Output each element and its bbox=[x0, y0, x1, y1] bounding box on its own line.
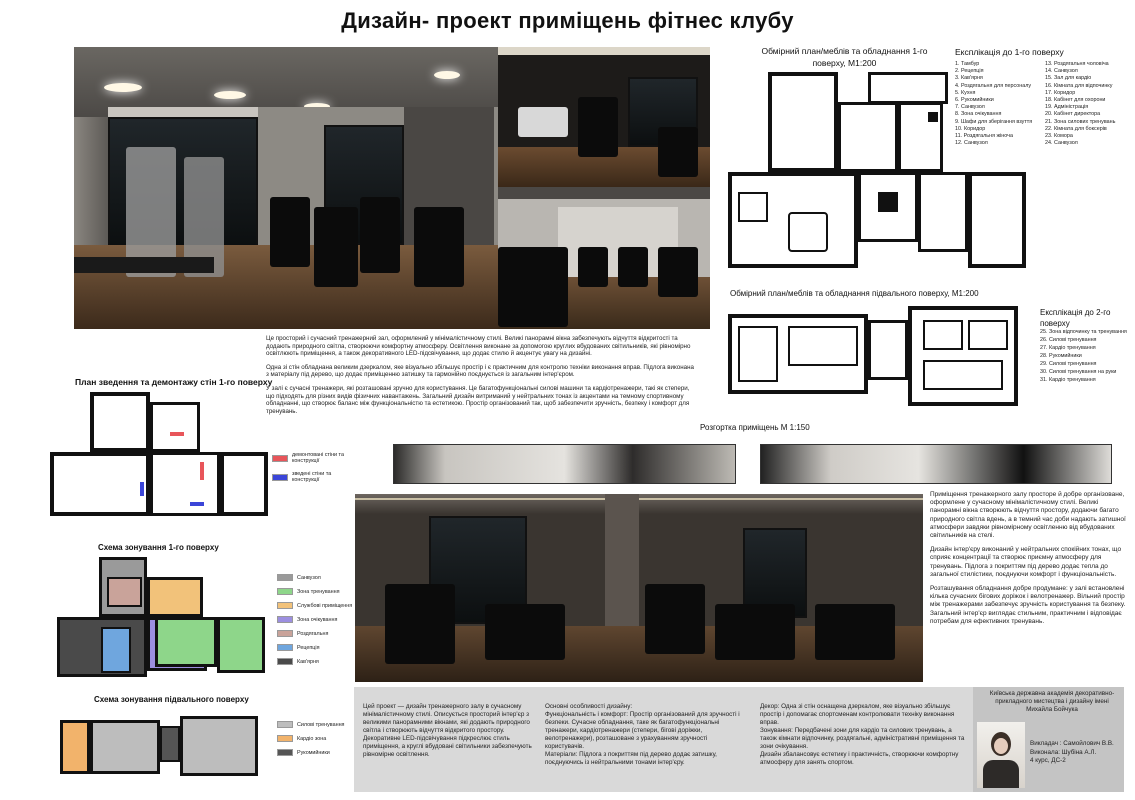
legend-swatch bbox=[277, 574, 293, 581]
page-title: Дизайн- проект приміщень фітнес клубу bbox=[341, 8, 794, 33]
elevation-strip-1 bbox=[393, 444, 736, 484]
explication2-title: Експлікація до 2-го поверху bbox=[1040, 308, 1111, 328]
description-paragraph: Це просторий і сучасний тренажерний зал, оформлений у мінімалістичному стилі. Великі панорамні вікна забезпечують відчуття відкритості та додають природного світла, створюючи комфортну атмосферу. Освітлення виконане за допомогою круглих вбудованих світильників, які рівномірно освітлюють приміщення, а також декоративного LED-підсвічування, що додає стилю й акцентує увагу на дизайні. bbox=[266, 335, 691, 358]
zoning1-title: Схема зонування 1-го поверху bbox=[98, 543, 219, 552]
razgortka-title: Розгортка приміщень М 1:150 bbox=[700, 423, 810, 432]
explication-item: 11. Роздягальня жіноча bbox=[955, 133, 1013, 140]
legend-swatch bbox=[277, 735, 293, 742]
legend-label: Службові приміщення bbox=[297, 602, 353, 609]
legend-label: зведені стіни та конструкції bbox=[292, 471, 332, 483]
legend-label: Зона тренування bbox=[297, 588, 340, 595]
author-photo bbox=[977, 722, 1025, 788]
explication-item: 7. Санвузол bbox=[955, 104, 985, 111]
explication-item: 14. Санвузол bbox=[1045, 68, 1078, 75]
student-label: Виконала: Шубіна А.Л. bbox=[1030, 748, 1097, 756]
explication-item: 28. Рукомийники bbox=[1040, 353, 1082, 359]
explication-item: 18. Кабінет для охорони bbox=[1045, 97, 1106, 104]
footer-col-2: Основні особливості дизайну: Функціональність і комфорт: Простір організований для зручності і безпеки. Сучасне обладнання, таке як багатофункціональні тренажери, кардіотренажери (степери, бігові доріжки, велотренажери), розташоване з урахуванням зручності користувачів. Матеріали: Підлога з покриттям під дерево додає затишку, поєднуючись із нейтральними тонами інтер'єру. bbox=[545, 703, 740, 766]
explication-item: 19. Адміністрація bbox=[1045, 104, 1089, 111]
explication-item: 4. Роздягальня для персоналу bbox=[955, 82, 1032, 89]
gym-render-main bbox=[74, 47, 498, 329]
zoning1-legend bbox=[277, 574, 357, 672]
legend-swatch bbox=[277, 658, 293, 665]
demolition-legend bbox=[272, 452, 352, 490]
explication-item: 12. Санвузол bbox=[955, 140, 988, 147]
legend-label: Силові тренування bbox=[297, 721, 345, 728]
gym-render-detail-2 bbox=[498, 187, 710, 329]
legend-item bbox=[277, 749, 357, 756]
legend-item bbox=[277, 644, 357, 651]
explication-item: 1. Тамбур bbox=[955, 61, 980, 67]
explication2-list bbox=[1040, 328, 1132, 384]
explication-item: 20. Кабінет директора bbox=[1045, 111, 1101, 118]
zoning1-plan bbox=[57, 557, 267, 677]
explication-item: 5. Кухня bbox=[955, 89, 976, 96]
description-paragraph: Дизайн інтер'єру виконаний у нейтральних спокійних тонах, що сприяє концентрації та створює приємну атмосферу для тренувань. Підлога з покриттям під дерево додає тепла до загальної стилістики, поєднуючи комфорт і функціональність. bbox=[930, 546, 1122, 578]
description-paragraph: У залі є сучасні тренажери, які розташовані зручно для користування. Це багатофункціональні силові машини та кардіотренажери, такі як степери, що підходять для різних видів фізичних навантажень. Загальний дизайн витриманий у нейтральних тонах із акцентами на темному спортивному обладнанні, що створює баланс між функціональністю та естетикою. Простір організований так, щоб забезпечити зручність, безпеку і комфорт для тренувань. bbox=[266, 384, 690, 415]
legend-swatch bbox=[277, 616, 293, 623]
legend-label: Рецепція bbox=[297, 644, 320, 651]
explication1-title: Експлікація до 1-го поверху bbox=[955, 47, 1064, 57]
gym-render-detail-1 bbox=[498, 47, 710, 187]
legend-swatch bbox=[277, 644, 293, 651]
explication1-col2 bbox=[1045, 61, 1131, 147]
explication-item: 13. Роздягальня чоловіча bbox=[1045, 61, 1109, 67]
right-description bbox=[930, 491, 1128, 632]
explication-item: 10. Коридор bbox=[955, 125, 986, 132]
explication-item: 23. Комора bbox=[1045, 133, 1073, 140]
zoning-basement-title: Схема зонування підвального поверху bbox=[94, 695, 249, 704]
explication-item: 31. Кардіо тренування bbox=[1040, 377, 1096, 383]
legend-item bbox=[277, 721, 357, 728]
explication1-col1 bbox=[955, 61, 1043, 147]
explication-item: 21. Зона силових тренувань bbox=[1045, 118, 1116, 125]
legend-label: Рукомийники bbox=[297, 749, 330, 756]
explication-item: 29. Силові тренування bbox=[1040, 361, 1097, 367]
legend-item bbox=[277, 630, 357, 637]
legend-item bbox=[277, 574, 357, 581]
elevation-strip-2 bbox=[760, 444, 1112, 484]
floor-plan-basement bbox=[728, 306, 1023, 410]
explication-item: 9. Шафи для зберігання взуття bbox=[955, 118, 1033, 125]
explication-item: 17. Коридор bbox=[1045, 89, 1076, 96]
legend-label: Кав'ярня bbox=[297, 658, 319, 665]
legend-swatch bbox=[277, 602, 293, 609]
description-paragraph: Приміщення тренажерного залу просторе й добре організоване, оформлене у сучасному мінімалістичному стилі. Великі панорамні вікна створюють відчуття простору, додаючи багато природного світла вдень, а в темний час доби надають затишної атмосфери завдяки рівномірному освітленню від вбудованих світильників на стелі. bbox=[930, 491, 1126, 540]
legend-item bbox=[277, 735, 357, 742]
legend-swatch bbox=[277, 630, 293, 637]
plan1-title: Обмірний план/меблів та обладнання 1-го поверху, М1:200 bbox=[761, 46, 928, 68]
legend-swatch bbox=[277, 749, 293, 756]
explication-item: 2. Рецепція bbox=[955, 68, 984, 75]
author-credits bbox=[1030, 740, 1126, 766]
institution: Київська державна академія декоративно-прикладного мистецтва і дизайну імені Михайла Бойчука bbox=[989, 690, 1115, 713]
explication-item: 16. Кімната для відпочинку bbox=[1045, 82, 1113, 89]
explication-item: 22. Кімната для боксерів bbox=[1045, 125, 1107, 132]
description-text bbox=[266, 335, 694, 421]
legend-swatch bbox=[272, 455, 288, 462]
legend-swatch bbox=[277, 721, 293, 728]
zoning-basement-plan bbox=[60, 716, 260, 778]
teacher-label: Викладач : Самойлович В.В. bbox=[1030, 740, 1114, 747]
legend-label: Кардіо зона bbox=[297, 735, 327, 742]
legend-label: Санвузол bbox=[297, 574, 321, 581]
legend-item bbox=[277, 616, 357, 623]
legend-item bbox=[272, 471, 352, 483]
demolition-title: План зведення та демонтажу стін 1-го поверху bbox=[75, 377, 273, 387]
legend-swatch bbox=[277, 588, 293, 595]
description-paragraph: Розташування обладнання добре продумане: у залі встановлені кілька сучасних бігових доріжок і велотренажер. Вільний простір між тренажерами забезпечує зручність користування та безпеку. Загальний інтер'єр виглядає стильним, практичним і відповідає потребам для ефективних тренувань. bbox=[930, 585, 1126, 625]
explication-item: 26. Силові тренування bbox=[1040, 337, 1097, 343]
footer-col-3: Декор: Одна зі стін оснащена дзеркалом, яке візуально збільшує простір і допомагає спортсменам контролювати техніку виконання вправ. Зонування: Передбачені зони для кардіо та силових тренувань, а також кімнати відпочинку, роздягальні, адміністративні приміщення та зони очікування. Дизайн збалансовує естетику і практичність, створюючи комфортну атмосферу для занять спортом. bbox=[760, 703, 965, 766]
explication-item: 25. Зона відпочинку та тренування bbox=[1040, 329, 1127, 335]
explication-item: 30. Силові тренування на руки bbox=[1040, 369, 1117, 375]
explication-item: 3. Кав'ярня bbox=[955, 75, 983, 82]
explication-item: 15. Зал для кардіо bbox=[1045, 75, 1092, 82]
legend-item bbox=[272, 452, 352, 464]
demolition-plan bbox=[50, 392, 270, 520]
gym-render-cardio bbox=[355, 494, 923, 682]
legend-item bbox=[277, 658, 357, 665]
description-paragraph: Одна зі стін обладнана великим дзеркалом, яке візуально збільшує простір і є практичним для контролю техніки виконання вправ. Підлога виконана з матеріалу під дерево, що додає приміщенню затишку та гармонійно поєднується із загальним інтер'єром. bbox=[266, 363, 694, 379]
explication-item: 24. Санвузол bbox=[1045, 140, 1078, 147]
footer-col-1: Цей проект — дизайн тренажерного залу в сучасному мінімалістичному стилі. Описується просторий інтер'єр з великими панорамними вікнами, які додають природного світла і створюють відчуття відкритого простору. Декоративне LED-підсвічування підкреслює стиль приміщення, а круглі вбудовані світильники забезпечують рівномірне освітлення. bbox=[363, 703, 532, 758]
plan-basement-title: Обмірний план/меблів та обладнання підвального поверху, М1:200 bbox=[730, 289, 979, 298]
legend-label: Зона очікування bbox=[297, 616, 338, 623]
explication-item: 8. Зона очікування bbox=[955, 111, 1002, 118]
course-label: 4 курс, ДС-2 bbox=[1030, 757, 1066, 764]
legend-item bbox=[277, 588, 357, 595]
zoning-basement-legend bbox=[277, 721, 357, 763]
legend-swatch bbox=[272, 474, 288, 481]
explication-item: 6. Рукомийники bbox=[955, 97, 994, 104]
explication-item: 27. Кардіо тренування bbox=[1040, 345, 1096, 351]
legend-label: демонтовані стіни та конструкції bbox=[292, 452, 344, 464]
legend-item bbox=[277, 602, 357, 609]
legend-label: Роздягальня bbox=[297, 630, 329, 637]
